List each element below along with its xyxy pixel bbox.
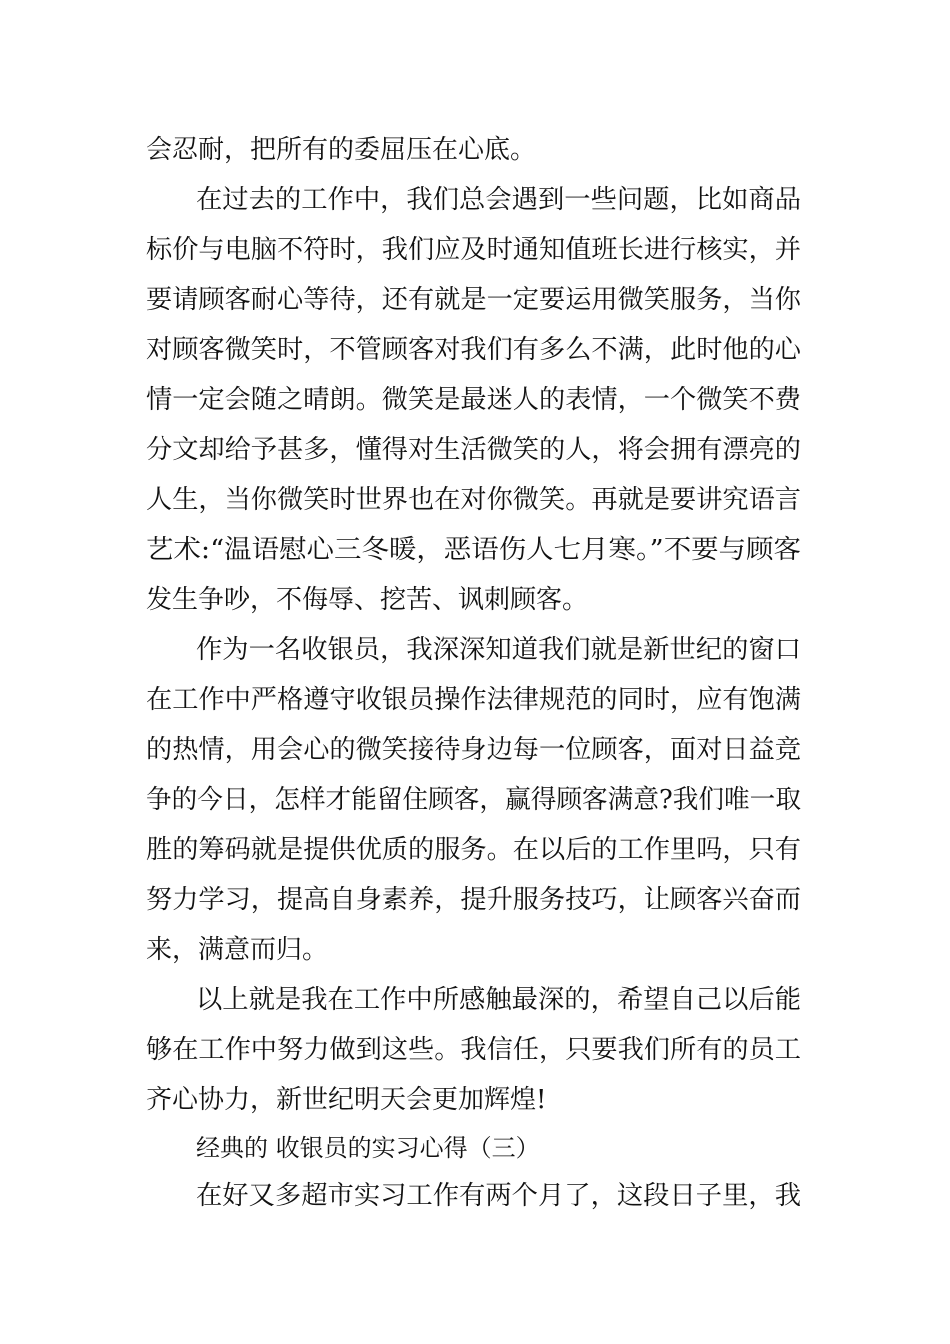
line-text: 争的今日，怎样才能留住顾客，赢得顾客满意?我们唯一取	[146, 785, 801, 815]
text-line	[0, 530, 950, 570]
line-text: 对顾客微笑时，不管顾客对我们有多么不满，此时他的心	[146, 335, 802, 365]
line-text: 齐心协力，新世纪明天会更加辉煌!	[146, 1085, 547, 1115]
line-text: 以上就是我在工作中所感触最深的，希望自己以后能	[196, 985, 802, 1015]
text-line	[0, 780, 950, 820]
line-text: 的热情，用会心的微笑接待身边每一位顾客，面对日益竞	[146, 735, 802, 765]
line-text: 作为一名收银员，我深深知道我们就是新世纪的窗口	[196, 635, 802, 665]
line-text: 艺术:“温语慰心三冬暖，恶语伤人七月寒。”不要与顾客	[146, 535, 801, 565]
text-line	[0, 980, 950, 1020]
text-line	[0, 330, 950, 370]
line-text: 情一定会随之晴朗。微笑是最迷人的表情，一个微笑不费	[146, 385, 802, 415]
text-line	[0, 280, 950, 320]
line-text: 努力学习，提高自身素养，提升服务技巧，让顾客兴奋而	[146, 885, 802, 915]
text-line	[0, 930, 950, 970]
text-line	[0, 730, 950, 770]
line-text: 在过去的工作中，我们总会遇到一些问题，比如商品	[196, 185, 802, 215]
line-text: 胜的筹码就是提供优质的服务。在以后的工作里吗，只有	[146, 835, 802, 865]
text-line	[0, 480, 950, 520]
line-text: 够在工作中努力做到这些。我信任，只要我们所有的员工	[146, 1035, 802, 1065]
text-line	[0, 1176, 950, 1216]
section-heading	[0, 1128, 950, 1168]
line-text: 在好又多超市实习工作有两个月了，这段日子里，我	[196, 1181, 802, 1211]
line-text: 发生争吵，不侮辱、挖苦、讽刺顾客。	[146, 585, 589, 615]
text-line	[0, 180, 950, 220]
text-line	[0, 130, 950, 170]
text-line	[0, 1080, 950, 1120]
text-line	[0, 580, 950, 620]
line-text: 来，满意而归。	[146, 935, 329, 965]
text-line	[0, 1030, 950, 1070]
text-line	[0, 380, 950, 420]
line-text: 分文却给予甚多，懂得对生活微笑的人，将会拥有漂亮的	[146, 435, 802, 465]
text-line	[0, 230, 950, 270]
line-text: 会忍耐，把所有的委屈压在心底。	[146, 135, 537, 165]
text-line	[0, 830, 950, 870]
line-text: 人生，当你微笑时世界也在对你微笑。再就是要讲究语言	[146, 485, 802, 515]
line-text: 要请顾客耐心等待，还有就是一定要运用微笑服务，当你	[146, 285, 802, 315]
text-line	[0, 680, 950, 720]
line-text: 在工作中严格遵守收银员操作法律规范的同时，应有饱满	[146, 685, 802, 715]
text-line	[0, 880, 950, 920]
line-text: 标价与电脑不符时，我们应及时通知值班长进行核实，并	[146, 235, 802, 265]
text-line	[0, 630, 950, 670]
heading-text: 经典的 收银员的实习心得（三）	[196, 1134, 540, 1162]
text-line	[0, 430, 950, 470]
